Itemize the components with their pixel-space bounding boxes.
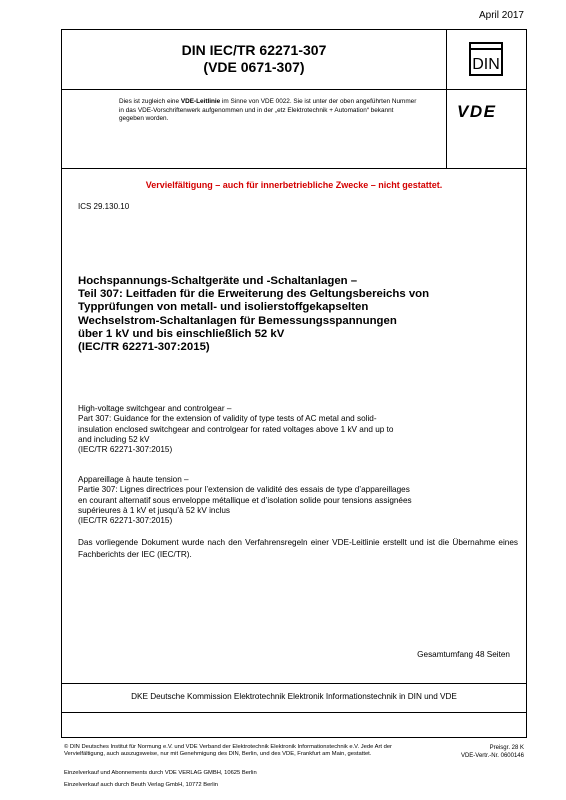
vde-logo-cell	[447, 90, 526, 169]
designation-block	[62, 30, 447, 90]
title-english: High-voltage switchgear and controlgear – Part 307: Guidance for the extension of validity of type tests of AC metal and solid- insulation enclosed switchgear and controlgear for rated voltages above 1 kV and up to and including 52 kV (IEC/TR 62271-307:2015)	[78, 404, 394, 455]
total-pages: Gesamtumfang 48 Seiten	[417, 650, 510, 659]
dke-text: DKE Deutsche Kommission Elektrotechnik Elektronik Informationstechnik in DIN und VDE	[131, 692, 457, 701]
din-logo-icon	[469, 42, 503, 76]
title-german: Hochspannungs-Schaltgeräte und -Schaltanlagen – Teil 307: Leitfaden für die Erweiterung des Geltungsbereichs von Typprüfungen von metall- und isolierstoffgekapselten Wechselstrom-Schaltanlagen für Bemessungsspannungen über 1 kV und bis einschließlich 52 kV (IEC/TR 62271-307:2015)	[78, 275, 430, 354]
din-logo-cell	[447, 30, 526, 90]
standard-number: DIN IEC/TR 62271-307	[181, 42, 327, 58]
intro-paragraph: Das vorliegende Dokument wurde nach den Verfahrensregeln einer VDE-Leitlinie erstellt und ist die Übernahme eines Fachberichts der IEC (IEC/TR).	[78, 538, 518, 559]
price-group: Preisgr. 28 K	[489, 745, 524, 751]
copy-warning: Vervielfältigung – auch für innerbetriebliche Zwecke – nicht gestattet.	[145, 180, 443, 190]
vde-guideline-note	[62, 90, 447, 169]
sales-vde: Einzelverkauf und Abonnements durch VDE VERLAG GMBH, 10625 Berlin	[64, 770, 257, 776]
vde-contract-number: VDE-Vertr.-Nr. 0600146	[460, 753, 524, 759]
issue-date: April 2017	[478, 10, 524, 21]
price-info	[461, 744, 524, 760]
cover-frame	[61, 29, 527, 738]
vde-classification: (VDE 0671-307)	[203, 59, 305, 75]
din-logo-text: DIN	[472, 56, 500, 73]
title-french: Appareillage à haute tension – Partie 307: Lignes directrices pour l’extension de validité des essais de type d’appareillages en courant alternatif sous enveloppe métallique et d’isolation solide pour tensions assignées supérieures à 1 kV et jusqu’à 52 kV inclus (IEC/TR 62271-307:2015)	[78, 475, 412, 526]
vde-logo: VDE	[457, 102, 497, 121]
ics-code: ICS 29.130.10	[78, 202, 130, 211]
copyright-notice: © DIN Deutsches Institut für Normung e.V. und VDE Verband der Elektrotechnik Elektronik Informationstechnik e.V. Jede Art der Vervielfältigung, auch auszugsweise, nur mit Genehmigung des DIN, Berlin, und des VDE, Frankfurt am Main, gestattet.	[64, 744, 392, 758]
sales-beuth: Einzelverkauf auch durch Beuth Verlag GmbH, 10772 Berlin	[64, 782, 219, 788]
vde-note-text: Dies ist zugleich eine VDE-Leitlinie im Sinne von VDE 0022. Sie ist unter der oben angeführten Nummer in das VDE-Vorschriftenwerk aufgenommen und in der „etz Elektrotechnik + Automation“ bekannt gegeben worden.	[119, 98, 417, 123]
dke-band	[62, 683, 526, 713]
